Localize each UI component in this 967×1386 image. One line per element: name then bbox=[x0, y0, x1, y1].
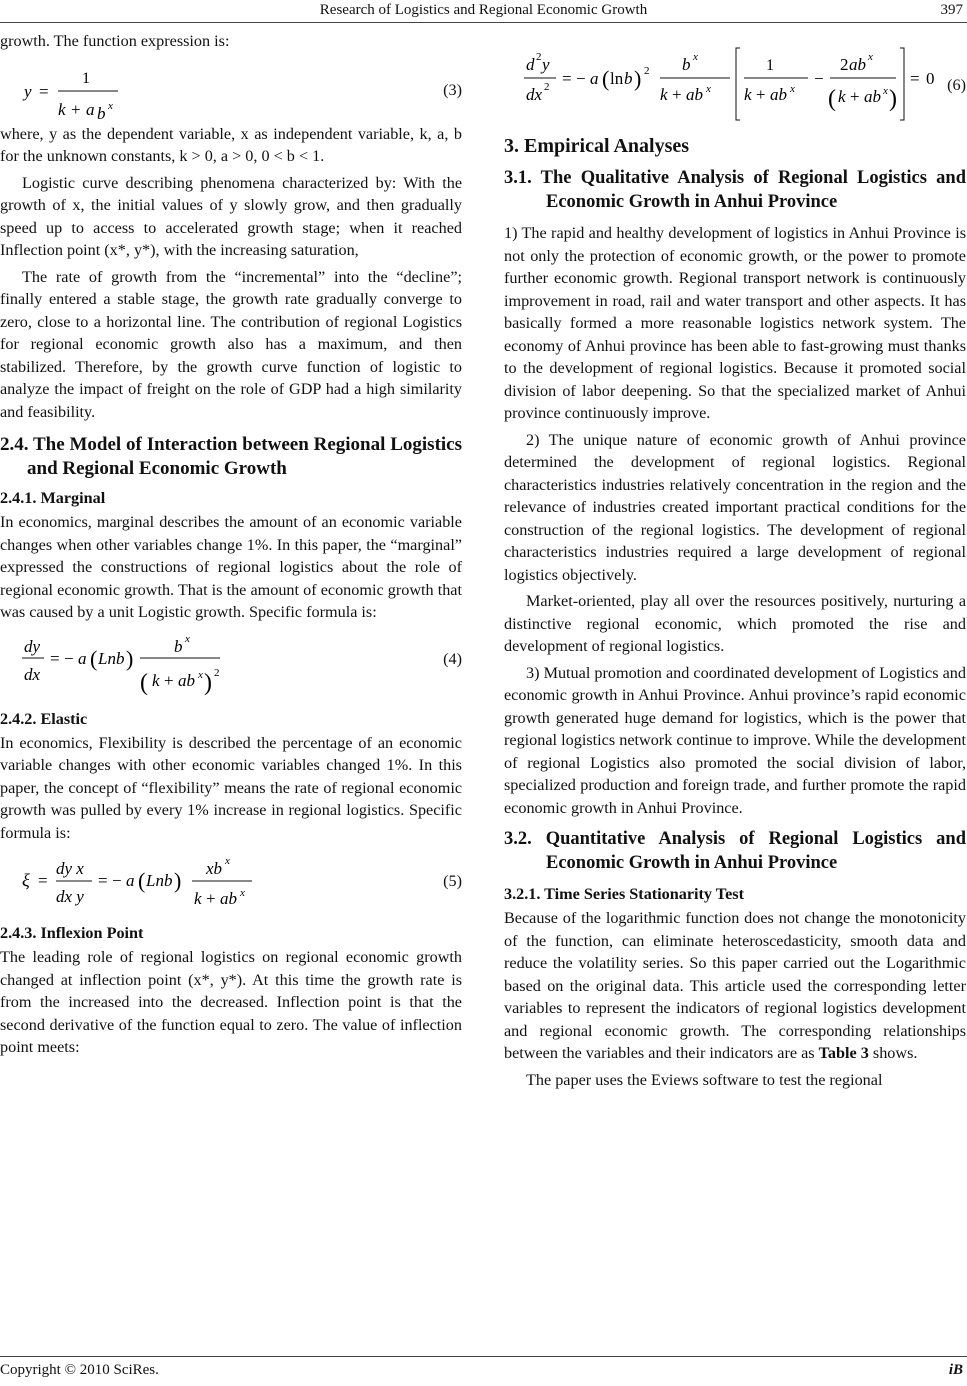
svg-text:): ) bbox=[174, 868, 182, 893]
svg-text:1: 1 bbox=[766, 57, 774, 74]
svg-text:k: k bbox=[194, 889, 202, 908]
paragraph-1: 1) The rapid and healthy development of logistics in Anhui Province is not only the protection of economic growth, or the power to promote further economic growth. Regional transport network is continuously improvement in road, rail and water transport and other aspects. It has basically formed a more reasonable logistics network system. The economy of Anhui province has been able to fast-growing must thanks to the development of regional logistics. Because it promoted social division of labor deepening. So that the specialized market of Anhui province continuously improve. bbox=[504, 224, 966, 422]
paragraph-3: Market-oriented, play all over the resources positively, nurturing a distinctive regional economic, which promoted the rise and development of regional logistics. bbox=[504, 592, 966, 655]
svg-text:x: x bbox=[185, 632, 190, 645]
running-header bbox=[0, 0, 967, 22]
svg-text:x: x bbox=[883, 85, 888, 97]
svg-text:k: k bbox=[660, 85, 668, 104]
svg-text:xb: xb bbox=[206, 859, 223, 878]
inflexion-paragraph: The leading role of regional logistics on regional economic growth changed at inflection point (x*, y*). At this time the growth rate is from the increased into the decreased. Inflection point is that the second derivative of the function equal to zero. The value of inflection point meets: bbox=[0, 948, 462, 1056]
right-column bbox=[504, 30, 966, 1095]
footer-rule bbox=[0, 1356, 967, 1357]
svg-text:(: ( bbox=[140, 669, 148, 696]
svg-text:+: + bbox=[850, 87, 860, 106]
svg-text:dx: dx bbox=[24, 664, 41, 684]
running-title: Research of Logistics and Regional Economic Growth bbox=[319, 2, 648, 18]
svg-text:y: y bbox=[542, 55, 550, 74]
svg-text:x: x bbox=[108, 99, 113, 112]
svg-text:a: a bbox=[590, 69, 599, 88]
equation-3-number: (3) bbox=[443, 80, 462, 99]
where-paragraph: where, y as the dependent variable, x as independent variable, k, a, b for the unknown constants, k > 0, a > 0, 0 < b < 1. bbox=[0, 124, 462, 165]
svg-text:−: − bbox=[64, 648, 74, 668]
svg-text:+: + bbox=[672, 85, 682, 104]
table-3-reference[interactable]: Table 3 bbox=[818, 1044, 869, 1062]
svg-text:d: d bbox=[526, 55, 535, 74]
svg-text:+: + bbox=[756, 85, 766, 104]
equation-5-formula bbox=[0, 848, 280, 916]
svg-text:): ) bbox=[889, 86, 897, 112]
svg-text:): ) bbox=[204, 669, 212, 696]
section-3-2-1-heading: 3.2.1. Time Series Stationarity Test bbox=[504, 885, 744, 903]
svg-text:2: 2 bbox=[840, 55, 849, 74]
svg-text:ab: ab bbox=[849, 55, 866, 74]
svg-text:x: x bbox=[240, 887, 245, 899]
svg-text:(: ( bbox=[828, 86, 836, 112]
svg-text:a: a bbox=[86, 99, 95, 119]
svg-text:=: = bbox=[562, 69, 572, 88]
svg-text:=: = bbox=[39, 81, 49, 101]
logistic-paragraph: Logistic curve describing phenomena characterized by: With the growth of x, the initial values of y slowly grow, and then gradually speed up to access to accelerated growth stage; when it reached Inflection point (x*, y*), with the increasing saturation, bbox=[0, 173, 462, 259]
paragraph-2: 2) The unique nature of economic growth of Anhui province determined the development of regional logistics. Regional characteristics industries relatively concentration in the region and the relevance of industries created important practical conditions for the construction of the regional logistics. The development of regional characteristics industries required a large development of regional logistics objectively. bbox=[504, 430, 966, 584]
section-3-heading: 3. Empirical Analyses bbox=[504, 135, 690, 157]
svg-text:0: 0 bbox=[926, 69, 935, 88]
svg-text:2: 2 bbox=[536, 51, 542, 63]
svg-text:ln: ln bbox=[610, 69, 624, 88]
svg-text:Lnb: Lnb bbox=[146, 871, 173, 890]
svg-text:dx: dx bbox=[526, 85, 543, 104]
svg-text:ab: ab bbox=[864, 87, 881, 106]
svg-text:k: k bbox=[58, 99, 66, 119]
paragraph-5-text-a: Because of the logarithmic function does not change the monotonicity of the function, can eliminate heteroscedasticity, smooth data and reduce the volatility series. So this paper carried out the Logarithmic based on the original data. This article used the corresponding letter variables to represent the indicators of regional logistics development and regional economic growth. The corresponding relationships between the variables and their indicators are as bbox=[504, 909, 966, 1062]
svg-text:b: b bbox=[174, 636, 183, 656]
svg-text:ξ: ξ bbox=[22, 870, 30, 890]
svg-text:1: 1 bbox=[82, 69, 90, 87]
equation-4 bbox=[0, 628, 462, 700]
left-column bbox=[0, 30, 462, 1063]
svg-text:k: k bbox=[838, 87, 846, 106]
section-2-4-3-heading: 2.4.3. Inflexion Point bbox=[0, 924, 144, 942]
section-2-4-2-heading: 2.4.2. Elastic bbox=[0, 709, 88, 728]
svg-text:=: = bbox=[910, 69, 920, 88]
svg-text:−: − bbox=[576, 69, 586, 88]
svg-text:=: = bbox=[50, 648, 60, 668]
svg-text:b: b bbox=[624, 69, 633, 88]
svg-text:x: x bbox=[693, 51, 698, 63]
svg-text:2: 2 bbox=[214, 666, 220, 679]
equation-3 bbox=[0, 57, 462, 123]
svg-text:dy: dy bbox=[24, 636, 41, 656]
svg-text:2: 2 bbox=[644, 65, 650, 77]
svg-text:(: ( bbox=[138, 868, 146, 893]
svg-text:+: + bbox=[206, 889, 216, 908]
elastic-paragraph: In economics, Flexibility is described the percentage of an economic variable changes with other economic variables changed 1%. In this paper, the concept of “flexibility” means the rate of regional economic growth was pulled by every 1% increase in regional logistics. Specific formula is: bbox=[0, 733, 462, 842]
equation-3-formula bbox=[0, 57, 200, 123]
svg-text:k: k bbox=[152, 670, 160, 690]
svg-text:=: = bbox=[38, 871, 48, 890]
svg-text:x: x bbox=[790, 83, 795, 95]
svg-text:b: b bbox=[682, 55, 691, 74]
svg-text:=: = bbox=[98, 871, 108, 890]
equation-6-number: (6) bbox=[947, 76, 966, 94]
page-number: 397 bbox=[940, 2, 963, 18]
equation-5 bbox=[0, 848, 462, 916]
svg-text:dy x: dy x bbox=[56, 859, 84, 878]
svg-text:a: a bbox=[78, 648, 87, 668]
section-3-1-heading: 3.1. The Qualitative Analysis of Regional Logistics and Economic Growth in Anhui Province bbox=[504, 168, 966, 212]
header-rule bbox=[0, 22, 967, 23]
svg-text:2: 2 bbox=[544, 81, 550, 93]
svg-text:x: x bbox=[225, 855, 230, 867]
equation-6 bbox=[504, 28, 966, 128]
svg-text:(: ( bbox=[602, 66, 610, 91]
svg-text:ab: ab bbox=[770, 85, 787, 104]
svg-text:−: − bbox=[814, 69, 824, 88]
svg-text:ab: ab bbox=[686, 85, 703, 104]
paragraph-4: 3) Mutual promotion and coordinated development of Logistics and economic growth in Anhui Province. Anhui province’s rapid economic growth generated huge demand for logistics, which is the power that regional logistics network continue to improve. While the development of regional Logistics also promoted the social division of labor, specialized production and foreign trade, and further promote the rapid economic growth in Anhui Province. bbox=[504, 663, 966, 817]
svg-text:): ) bbox=[126, 645, 134, 671]
svg-text:ab: ab bbox=[220, 889, 237, 908]
marginal-paragraph: In economics, marginal describes the amount of an economic variable changes when other variables change 1%. In this paper, the “marginal” expressed the constructions of regional logistics about the role of regional economic growth. That is the amount of economic growth that was caused by a unit Logistic growth. Specific formula is: bbox=[0, 513, 462, 621]
svg-text:Lnb: Lnb bbox=[98, 648, 125, 668]
svg-text:b: b bbox=[97, 103, 106, 123]
journal-abbrev: iB bbox=[948, 1362, 963, 1378]
svg-text:): ) bbox=[634, 66, 642, 91]
paragraph-6: The paper uses the Eviews software to test the regional bbox=[526, 1070, 883, 1089]
svg-text:y: y bbox=[24, 81, 32, 101]
svg-text:+: + bbox=[164, 670, 174, 690]
svg-text:ab: ab bbox=[178, 670, 195, 690]
svg-text:a: a bbox=[126, 871, 135, 890]
svg-text:k: k bbox=[744, 85, 752, 104]
equation-5-number: (5) bbox=[443, 872, 462, 890]
svg-text:x: x bbox=[868, 51, 873, 63]
section-2-4-heading: 2.4. The Model of Interaction between Regional Logistics and Regional Economic Growth bbox=[0, 434, 462, 479]
svg-text:x: x bbox=[198, 668, 203, 681]
svg-text:−: − bbox=[112, 871, 122, 890]
svg-text:+: + bbox=[71, 99, 81, 119]
svg-text:x: x bbox=[706, 83, 711, 95]
equation-4-number: (4) bbox=[443, 649, 462, 668]
rate-paragraph: The rate of growth from the “incremental” into the “decline”; finally entered a stable stage, the growth rate gradually converge to zero, close to a horizontal line. The contribution of regional Logistics for regional economic growth also has a maximum, and then stabilized. Therefore, by the growth curve function of logistic to analyze the impact of freight on the role of GDP had a high similarity and feasibility. bbox=[0, 267, 462, 421]
paragraph-5 bbox=[504, 907, 966, 1065]
intro-text: growth. The function expression is: bbox=[0, 32, 230, 50]
equation-6-formula bbox=[504, 28, 944, 128]
copyright-text: Copyright © 2010 SciRes. bbox=[0, 1362, 159, 1378]
paragraph-5-text-b: shows. bbox=[868, 1044, 918, 1062]
section-3-2-heading: 3.2. Quantitative Analysis of Regional Logistics and Economic Growth in Anhui Province bbox=[504, 829, 966, 873]
section-2-4-1-heading: 2.4.1. Marginal bbox=[0, 489, 106, 507]
svg-text:(: ( bbox=[90, 645, 98, 671]
svg-text:dx y: dx y bbox=[56, 887, 84, 906]
equation-4-formula bbox=[0, 628, 260, 700]
